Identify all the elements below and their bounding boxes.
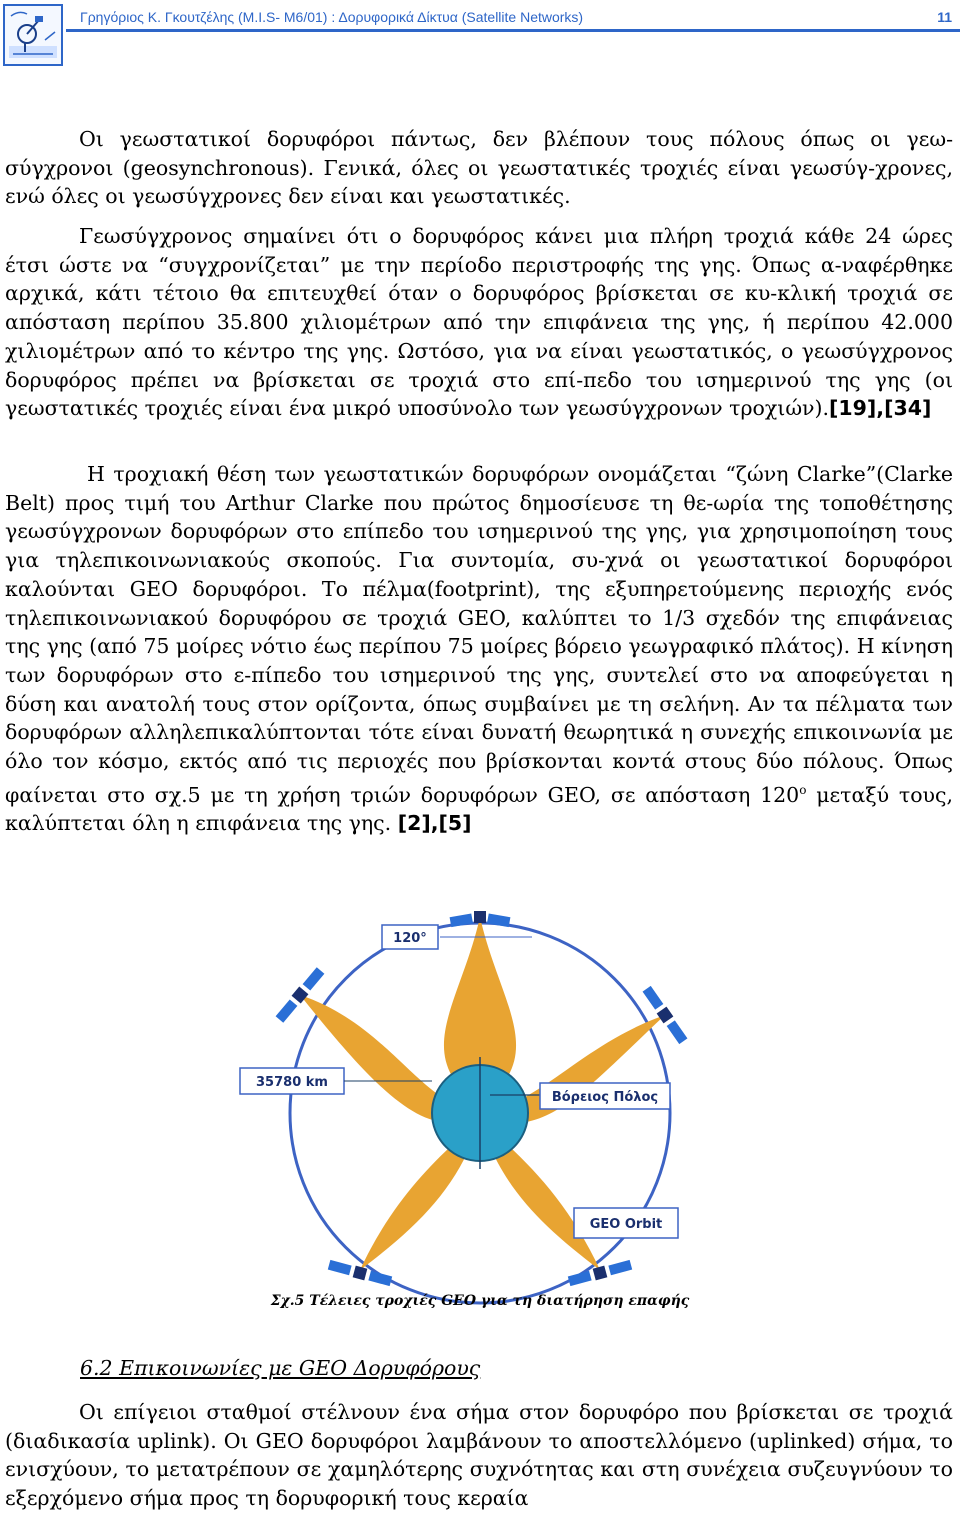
paragraph-1-text: Οι γεωστατικοί δορυφόροι πάντως, δεν βλέπουν τους πόλους όπως οι γεω-σύγχρονοι (geosynchronous). Γενικά, όλες οι γεωστατικές τροχιές είναι γεωσύγ-χρονες, ενώ όλες οι γεωσύγχρονες δεν είναι και γεωστατικές. <box>5 127 953 209</box>
paragraph-2-reference: [19],[34] <box>829 396 932 421</box>
satellite-bottom-left-icon <box>328 1259 393 1287</box>
distance-label: 35780 km <box>256 1075 328 1090</box>
geo-orbit-figure <box>160 895 800 1305</box>
paragraph-3 <box>5 460 953 838</box>
paragraph-2-text: Γεωσύγχρονος σημαίνει ότι ο δορυφόρος κάνει μια πλήρη τροχιά κάθε 24 ώρες έτσι ώστε να “συγχρονίζεται” με την περίοδο περιστροφής της γης. Όπως α-ναφέρθηκε αρχικά, κάτι τέτοιο θα επιτευχθεί όταν ο δορυφόρος βρίσκεται σε κυ-κλική τροχιά σε απόσταση περίπου 35.800 χιλιομέτρων από την επιφάνεια της γης, ή περίπου 42.000 χιλιομέτρων από το κέντρο της γης. Ωστόσο, για να είναι γεωστατικός, ο γεωσύγχρονος δορυφόρος πρέπει να βρίσκεται σε τροχιά στο επί-πεδο του ισημερινού της γης (οι γεωστατικές τροχιές είναι ένα μικρό υποσύνολο των γεωσύγχρονων τροχιών). <box>5 224 953 421</box>
paragraph-3-text: Η τροχιακή θέση των γεωστατικών δορυφόρων ονομάζεται “ζώνη Clarke”(Clarke Belt) προς τιμή του Arthur Clarke που πρώτος δημοσίευσε τη θε-ωρία της τοποθέτησης γεωσύγχρονων δορυφόρων στο επίπεδο του ισημερινού της γης, για χρησιμοποίηση τους για τηλεπικοινωνιακούς σκοπούς. Για συντομία, συ-χνά οι γεωστατικοί δορυφόροι καλούνται GEO δορυφόροι. Το πέλμα(footprint), της εξυπηρετούμενης περιοχής ενός τηλεπικοινωνιακού δορυφόρου σε τροχιά GEO, καλύπτει το 1/3 σχεδόν της επιφάνειας της γης (από 75 μοίρες νότιο έως περίπου 75 μοίρες βόρειο γεωγραφικό πλάτος). Η κίνηση των δορυφόρων στο ε-πίπεδο του ισημερινού της γης, συντελεί στο να αποφεύγεται η δύση και ανατολή τους στον ορίζοντα, όπως συμβαίνει με τη σελήνη. Αν τα πέλματα των δορυφόρων αλληλεπικαλύπτονται τότε είναι δυνατή θεωρητικά η συνεχής επικοινωνία με όλο τον κόσμο, εκτός από τις περιοχές που βρίσκονται κοντά στους δύο πόλους. Όπως φαίνεται στο σχ.5 με τη χρήση τριών δορυφόρων GEO, σε απόσταση 120 <box>5 462 953 807</box>
section-title: 6.2 Επικοινωνίες με GEO Δορυφόρους <box>80 1356 481 1380</box>
header-rule <box>66 29 960 32</box>
paragraph-4 <box>5 1398 953 1513</box>
paragraph-4-text: Οι επίγειοι σταθμοί στέλνουν ένα σήμα στον δορυφόρο που βρίσκεται σε τροχιά (διαδικασία uplink). Οι GEO δορυφόροι λαμβάνουν το αποστελλόμενο (uplinked) σήμα, το ενισχύουν, το μετατρέπουν σε χαμηλότερης συχνότητας και στη συνέχεια συζευγνύουν το εξερχόμενο σήμα προς τη δορυφορική τους κεραία <box>5 1400 953 1511</box>
degree-mark: ο <box>799 782 807 797</box>
orbit-label: GEO Orbit <box>589 1217 663 1232</box>
satellite-bottom-right-icon <box>568 1259 633 1287</box>
pole-label: Βόρειος Πόλος <box>551 1090 659 1105</box>
angle-label: 120° <box>393 931 427 946</box>
page-header <box>0 0 960 70</box>
paragraph-3-tail: μεταξύ τους, καλύπτεται όλη η επιφάνεια της γης. <box>5 782 953 836</box>
paragraph-2 <box>5 222 953 423</box>
paragraph-1 <box>5 125 953 211</box>
satellite-logo-icon <box>3 4 63 66</box>
header-title: Γρηγόριος Κ. Γκουτζέλης (Μ.Ι.S- Μ6/01) : Δορυφορικά Δίκτυα (Satellite Networks) <box>80 9 584 25</box>
figure-caption: Σχ.5 Τέλειες τροχιές GEO για τη διατήρηση επαφής <box>270 1293 690 1309</box>
page-number: 11 <box>937 9 952 25</box>
satellite-right-icon <box>642 985 689 1044</box>
paragraph-3-reference: [2],[5] <box>397 811 472 836</box>
